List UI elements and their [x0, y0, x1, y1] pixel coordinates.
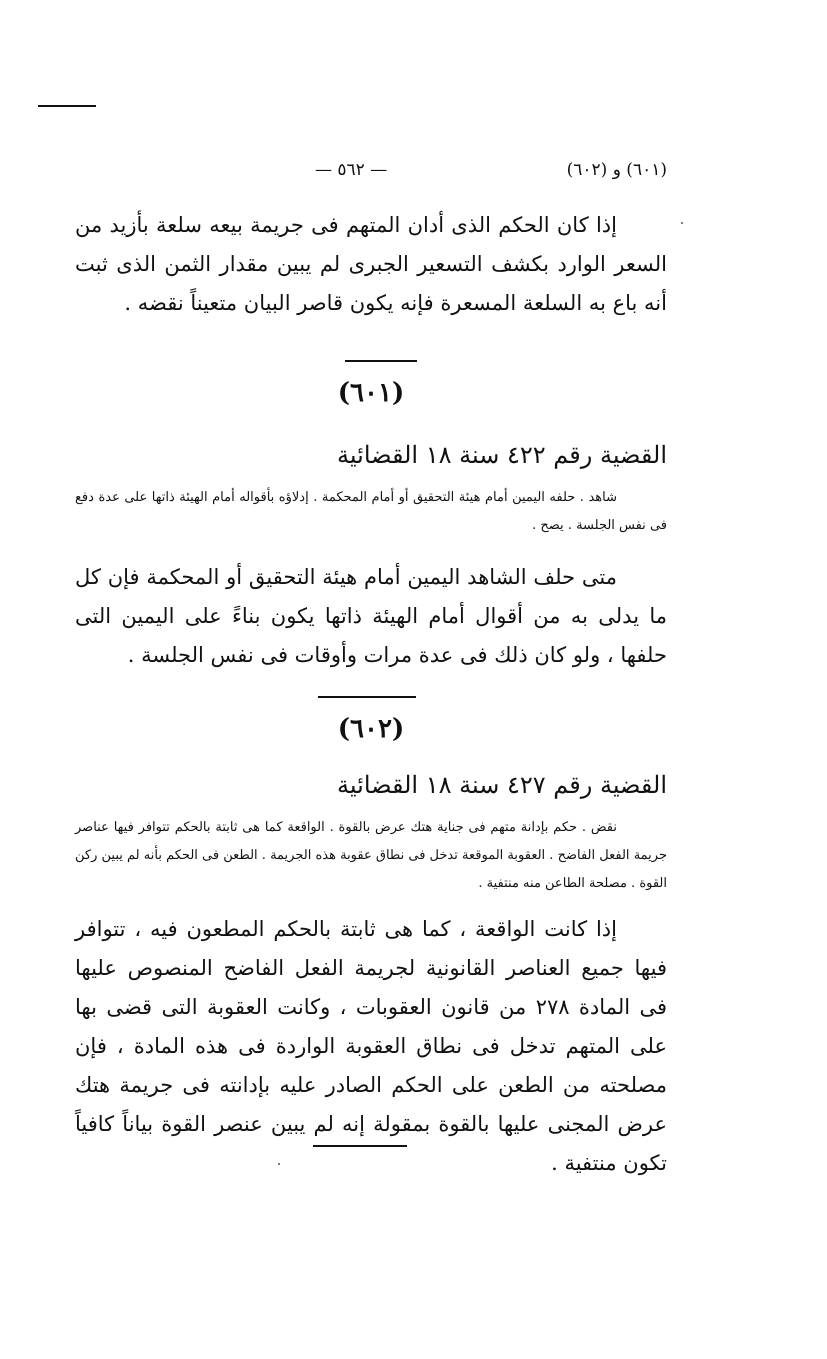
speck — [278, 1163, 280, 1165]
section-separator — [345, 360, 417, 362]
case-paragraph-602: إذا كانت الواقعة ، كما هى ثابتة بالحكم المطعون فيه ، تتوافر فيها جميع العناصر القانونية لجريمة الفعل الفاضح المنصوص عليها فى المادة ٢٧٨ من قانون العقوبات ، وكانت العقوبة التى قضى بها على المتهم تدخل فى نطاق العقوبة الواردة فى هذه المادة ، فإن مصلحته من الطعن على الحكم الصادر عليه بإدانته فى جريمة هتك عرض المجنى عليها بالقوة بمقولة إنه لم يبين عنصر القوة بياناً كافياً تكون منتفية . — [75, 917, 667, 1175]
corner-rule — [38, 105, 96, 107]
case-number-602: (٦٠٢) — [337, 714, 405, 744]
intro-paragraph: إذا كان الحكم الذى أدان المتهم فى جريمة بيعه سلعة بأزيد من السعر الوارد بكشف التسعير الجبرى لم يبين مقدار الثمن الذى ثبت أنه باع به السلعة المسعرة فإنه يكون قاصر البيان متعيناً نقضه . — [75, 213, 667, 315]
header-case-range: (٦٠١) و (٦٠٢) — [566, 160, 667, 180]
section-separator — [318, 696, 416, 698]
case-paragraph-601: متى حلف الشاهد اليمين أمام هيئة التحقيق أو المحكمة فإن كل ما يدلى به من أقوال أمام الهيئة ذاتها يكون بناءً على اليمين التى حلفها ، ولو كان ذلك فى عدة مرات وأوقات فى نفس الجلسة . — [75, 565, 667, 667]
case-title-602: القضية رقم ٤٢٧ سنة ١٨ القضائية — [337, 771, 667, 799]
case-summary-602: نقض . حكم بإدانة متهم فى جناية هتك عرض بالقوة . الواقعة كما هى ثابتة بالحكم تتوافر فيها عناصر جريمة الفعل الفاضح . العقوبة الموقعة تدخل فى نطاق عقوبة هذه الجريمة . الطعن فى الحكم بأنه لم يبين ركن القوة . مصلحة الطاعن منه منتفية . — [75, 820, 667, 891]
case-summary-601: شاهد . حلفه اليمين أمام هيئة التحقيق أو أمام المحكمة . إدلاؤه بأقواله أمام الهيئة ذاتها على عدة دفع فى نفس الجلسة . يصح . — [75, 490, 667, 533]
case-number-601: (٦٠١) — [337, 378, 405, 408]
section-separator — [313, 1145, 407, 1147]
speck — [681, 222, 683, 224]
case-title-601: القضية رقم ٤٢٢ سنة ١٨ القضائية — [337, 441, 667, 469]
page-header — [75, 158, 667, 188]
page-number: — ٥٦٢ — — [315, 160, 388, 180]
